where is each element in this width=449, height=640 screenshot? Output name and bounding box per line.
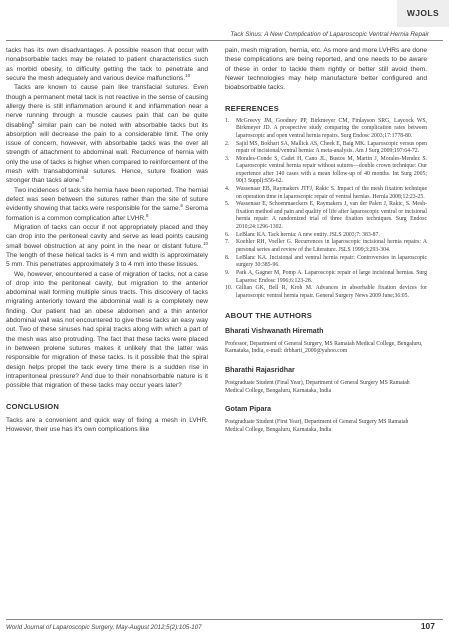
conclusion-heading: CONCLUSION	[6, 401, 60, 411]
left-column	[6, 46, 208, 435]
reference-item: 1. McGreevy JM, Goodney PP, Birkmeyer CM, Finlayson SRG, Laycock WS, Birkmeyer JD. A prospective study comparing the complication rates between laparoscopic and open ventral hernia repairs. Surg Endosc 2003;17:1778-80.	[225, 117, 427, 139]
author-name: Bharati Vishwanath Hiremath	[225, 326, 324, 335]
reference-item: 6. LeBlanc KA. Tack hernia: A new entity. JSLS 2003;7: 383-87.	[225, 231, 380, 238]
author-affiliation: Professor, Department of General Surgery, MS Ramaiah Medical College, Bengaluru, Karnataka, India, e-mail: drbharti_2000@yahoo.com	[225, 340, 423, 355]
references-heading: REFERENCES	[225, 103, 279, 113]
about-authors-heading: ABOUT THE AUTHORS	[225, 311, 313, 321]
author-affiliation: Postgraduate Student (First Year), Department of General Surgery MS Ramaiah Medical College, Bengaluru, Karnataka, India	[225, 419, 409, 433]
conclusion-paragraph: Tacks are a convenient and quick way of fixing a mesh in LVHR. However, their use has it’s own complications like	[6, 416, 208, 434]
author-name: Gotam Pipara	[225, 405, 272, 414]
paragraph: Tacks are known to cause pain like transfacial sutures. Even though a permanent metal tack is not reactive in the sense of causing allergy there is still inflammation around it and inflammation near a nerve running through a muscle causes pain that can be quite disabling$^8$ similar pain can be noted with absorbable tacks but its absorption will decrease the pain to a considerable limit. The only issue of concern, however, with absorbable tacks was the over all strength of attachment to abdominal wall. Recurrence of hernia with only the use of tacks is higher when compared to reinforcement of the mesh with transabdominal sutures. Hence, suture fixation was stronger than tacks alone.$^8$	[6, 84, 208, 185]
right-column	[225, 46, 427, 434]
reference-item: 10. Gillian GK, Bell R, Kroh M. Advances in absorbable fixation devices for laparoscopic ventral hernia repair. General Surgery News 2009 June;36:05.	[225, 285, 427, 299]
paragraph: We, however, encountered a case of migration of tacks, not a case of drop into the peritoneal cavity, but migration to the anterior abdominal wall forming multiple sinus tracts. This discovery of tacks migrating anteriorly toward the abdominal wall is a completely new finding. Our patient had an obese abdomen and a thin anterior abdominal wall was not encountered to give these tacks an easy way out. Two of these sinuses had spiral tracks along with which a part of the mesh was also protruding. The fact that these tacks were placed in between prolene sutures makes it unlikely that the latter was responsible for migration of these tacks. Is it possible that the spiral design helps propel the tack every time there is a sudden rise in intraperitoneal pressure? And due to their nonabsorbable nature is it possible that migration of these tacks may occur years later?	[6, 270, 208, 390]
paragraph: Migration of tacks can occur if not appropriately placed and they can drop into the peritoneal cavity and serve as lead points causing small bowel obstruction at any point in the near or distant future.$^{10}$ The length of these helical tacks is 4 mm and width is approximately 5 mm. This penetrates approximately 3 to 4 mm into these tissues.	[6, 223, 208, 269]
reference-item: 3. Morales-Conde S, Cadet H, Cano JL, Bustos M, Martin J, Morales-Mendez S. Laparoscopic ventral hernia repair without sutures—double crown technique: Our experience after 140 cases with a mean follow-up of 40 months. Int Surg 2005; 90(3 Suppl):S56-62.	[225, 155, 427, 185]
author-name: Bharathi Rajasridhar	[225, 365, 295, 374]
page-number: 107	[420, 621, 435, 631]
paragraph: pain, mesh migration, hernia, etc. As more and more LVHRs are done these complications are being reported, and one needs to be aware of these in order to tackle them rightly or better still avoid them. Newer technologies may help manufacture better configured and bioabsorbable tacks.	[225, 47, 427, 92]
journal-tag: WJOLS	[397, 0, 449, 27]
reference-item: 4. Wassenaar EB, Raymakers JTFJ, Rakic S. Impact of the mesh fixation technique on operation time in laparoscopic repair of ventral hernias. Hernia 2008;12:23-25.	[225, 186, 427, 200]
footer-citation: World Journal of Laparoscopic Surgery, May-August 2012;5(2):105-107	[6, 624, 202, 631]
reference-item: 2. Sajid MS, Bokhari SA, Mallick AS, Cheek E, Baig MK. Laparoscopic versus open repair of incisional/ventral hernia: A meta-analysis. Am J Surg 2009;197:64-72.	[225, 140, 427, 155]
reference-list	[225, 118, 427, 300]
author-affiliation: Postgraduate Student (Final Year), Department of General Surgery MS Ramaiah Medical College, Bengaluru, Karnataka, India	[225, 380, 410, 394]
paragraph: Two incidences of tack site hernia have been reported. The hernial defect was seen between the sutures rather than the site of suture evidently showing that tacks were responsible for the same.$^6$ Seroma formation is a common complication after LVHR.$^8$	[6, 186, 208, 222]
reference-item: 8. LeBlanc KA. Incisional and ventral hernia repair: Controversies in laparoscopic surgery 30:385-96.	[225, 254, 427, 269]
footer-rule	[6, 619, 443, 620]
header-rule	[6, 40, 443, 41]
reference-item: 5. Wassenaar E, Schoenmaeckers E, Raymakers J, van der Palen J, Rakic, S. Mesh-fixation method and pain and quality of life after laparoscopic ventral or incisional hernia repair: A randomized trial of three fixation techniques. Surg Endosc 2010;24:1296-1302.	[225, 201, 427, 230]
reference-item: 9. Park A, Gagner M, Pomp A. Laparoscopic repair of large incisional hernias. Surg Laparosc Endosc 1996;6:123-28.	[225, 270, 427, 284]
running-title: Tack Sinus: A New Complication of Laparoscopic Ventral Hernia Repair	[230, 31, 429, 38]
reference-item: 7. Koehler RH, Voeller G. Recurrences in laparoscopic incisional hernia repairs: A personal series and review of the Literature. JSLS 1999;3:293-304.	[225, 239, 427, 253]
paragraph: tacks has its own disadvantages. A possible reason that occur with nonabsorbable tacks may be related to patient characteristics such as morbid obesity, to difficulty getting the tack to penetrate and secure the mesh adequately and various device malfunctions.$^{10}$	[6, 47, 208, 82]
